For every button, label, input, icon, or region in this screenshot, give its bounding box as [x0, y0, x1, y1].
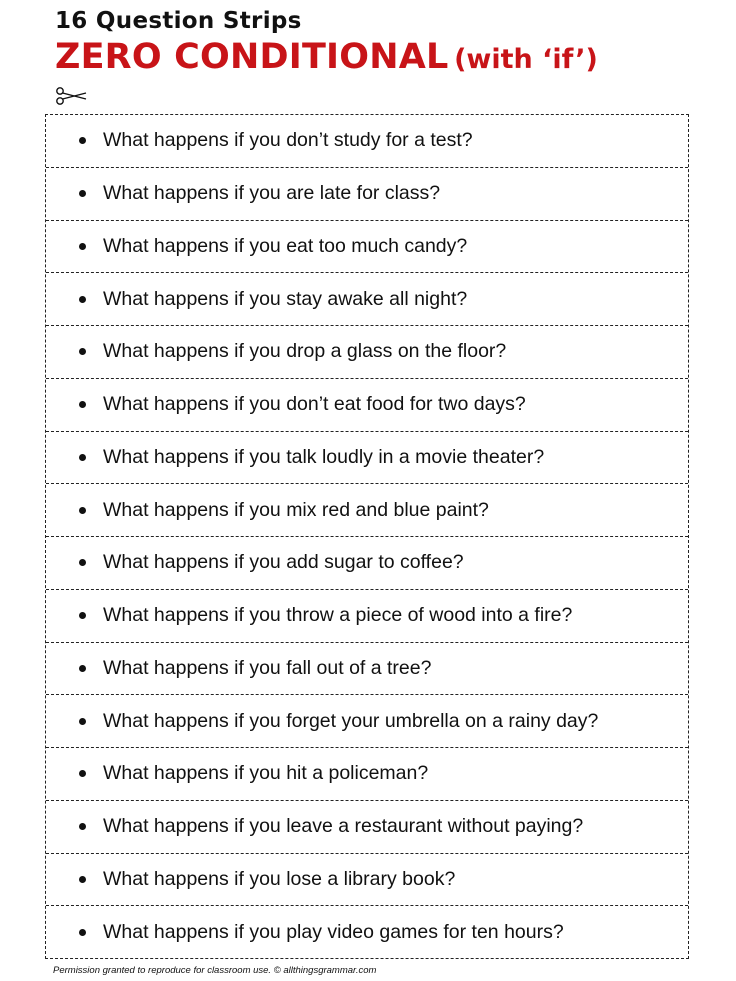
question-text: What happens if you stay awake all night? — [103, 287, 468, 310]
bullet-icon — [79, 612, 86, 619]
question-strip — [46, 115, 688, 168]
question-strip — [46, 801, 688, 854]
question-text: What happens if you fall out of a tree? — [103, 656, 432, 679]
question-strip — [46, 537, 688, 590]
question-strip — [46, 221, 688, 274]
question-strip — [46, 906, 688, 958]
question-strip — [46, 643, 688, 696]
bullet-icon — [79, 296, 86, 303]
question-text: What happens if you are late for class? — [103, 182, 441, 205]
worksheet-title — [55, 37, 598, 77]
bullet-icon — [79, 243, 86, 250]
question-text: What happens if you throw a piece of wood into a fire? — [103, 604, 573, 627]
copyright-footer: Permission granted to reproduce for classroom use. © allthingsgrammar.com — [53, 965, 377, 976]
bullet-icon — [79, 507, 86, 514]
bullet-icon — [79, 876, 86, 883]
bullet-icon — [79, 718, 86, 725]
question-strip — [46, 432, 688, 485]
question-strip — [46, 695, 688, 748]
question-strip — [46, 484, 688, 537]
scissors-icon — [54, 86, 90, 106]
question-text: What happens if you play video games for ten hours? — [103, 920, 564, 943]
question-strip — [46, 590, 688, 643]
bullet-icon — [79, 770, 86, 777]
question-text: What happens if you add sugar to coffee? — [103, 551, 464, 574]
bullet-icon — [79, 348, 86, 355]
bullet-icon — [79, 137, 86, 144]
question-text: What happens if you drop a glass on the floor? — [103, 340, 507, 363]
question-text: What happens if you lose a library book? — [103, 867, 456, 890]
question-text: What happens if you leave a restaurant without paying? — [103, 815, 584, 838]
bullet-icon — [79, 454, 86, 461]
question-strips — [45, 114, 689, 959]
question-strip — [46, 326, 688, 379]
worksheet-subtitle: 16 Question Strips — [55, 8, 302, 34]
question-text: What happens if you eat too much candy? — [103, 234, 468, 257]
question-text: What happens if you hit a policeman? — [103, 762, 429, 785]
question-text: What happens if you talk loudly in a movie theater? — [103, 445, 545, 468]
question-strip — [46, 168, 688, 221]
bullet-icon — [79, 401, 86, 408]
question-text: What happens if you don’t eat food for two days? — [103, 393, 526, 416]
question-text: What happens if you don’t study for a test? — [103, 129, 473, 152]
title-main: ZERO CONDITIONAL — [55, 37, 449, 77]
bullet-icon — [79, 665, 86, 672]
title-qualifier: (with ‘if’) — [454, 44, 598, 75]
bullet-icon — [79, 559, 86, 566]
question-strip — [46, 854, 688, 907]
bullet-icon — [79, 929, 86, 936]
bullet-icon — [79, 190, 86, 197]
question-strip — [46, 273, 688, 326]
question-strip — [46, 379, 688, 432]
bullet-icon — [79, 823, 86, 830]
question-strip — [46, 748, 688, 801]
question-text: What happens if you mix red and blue paint? — [103, 498, 489, 521]
question-text: What happens if you forget your umbrella on a rainy day? — [103, 709, 599, 732]
